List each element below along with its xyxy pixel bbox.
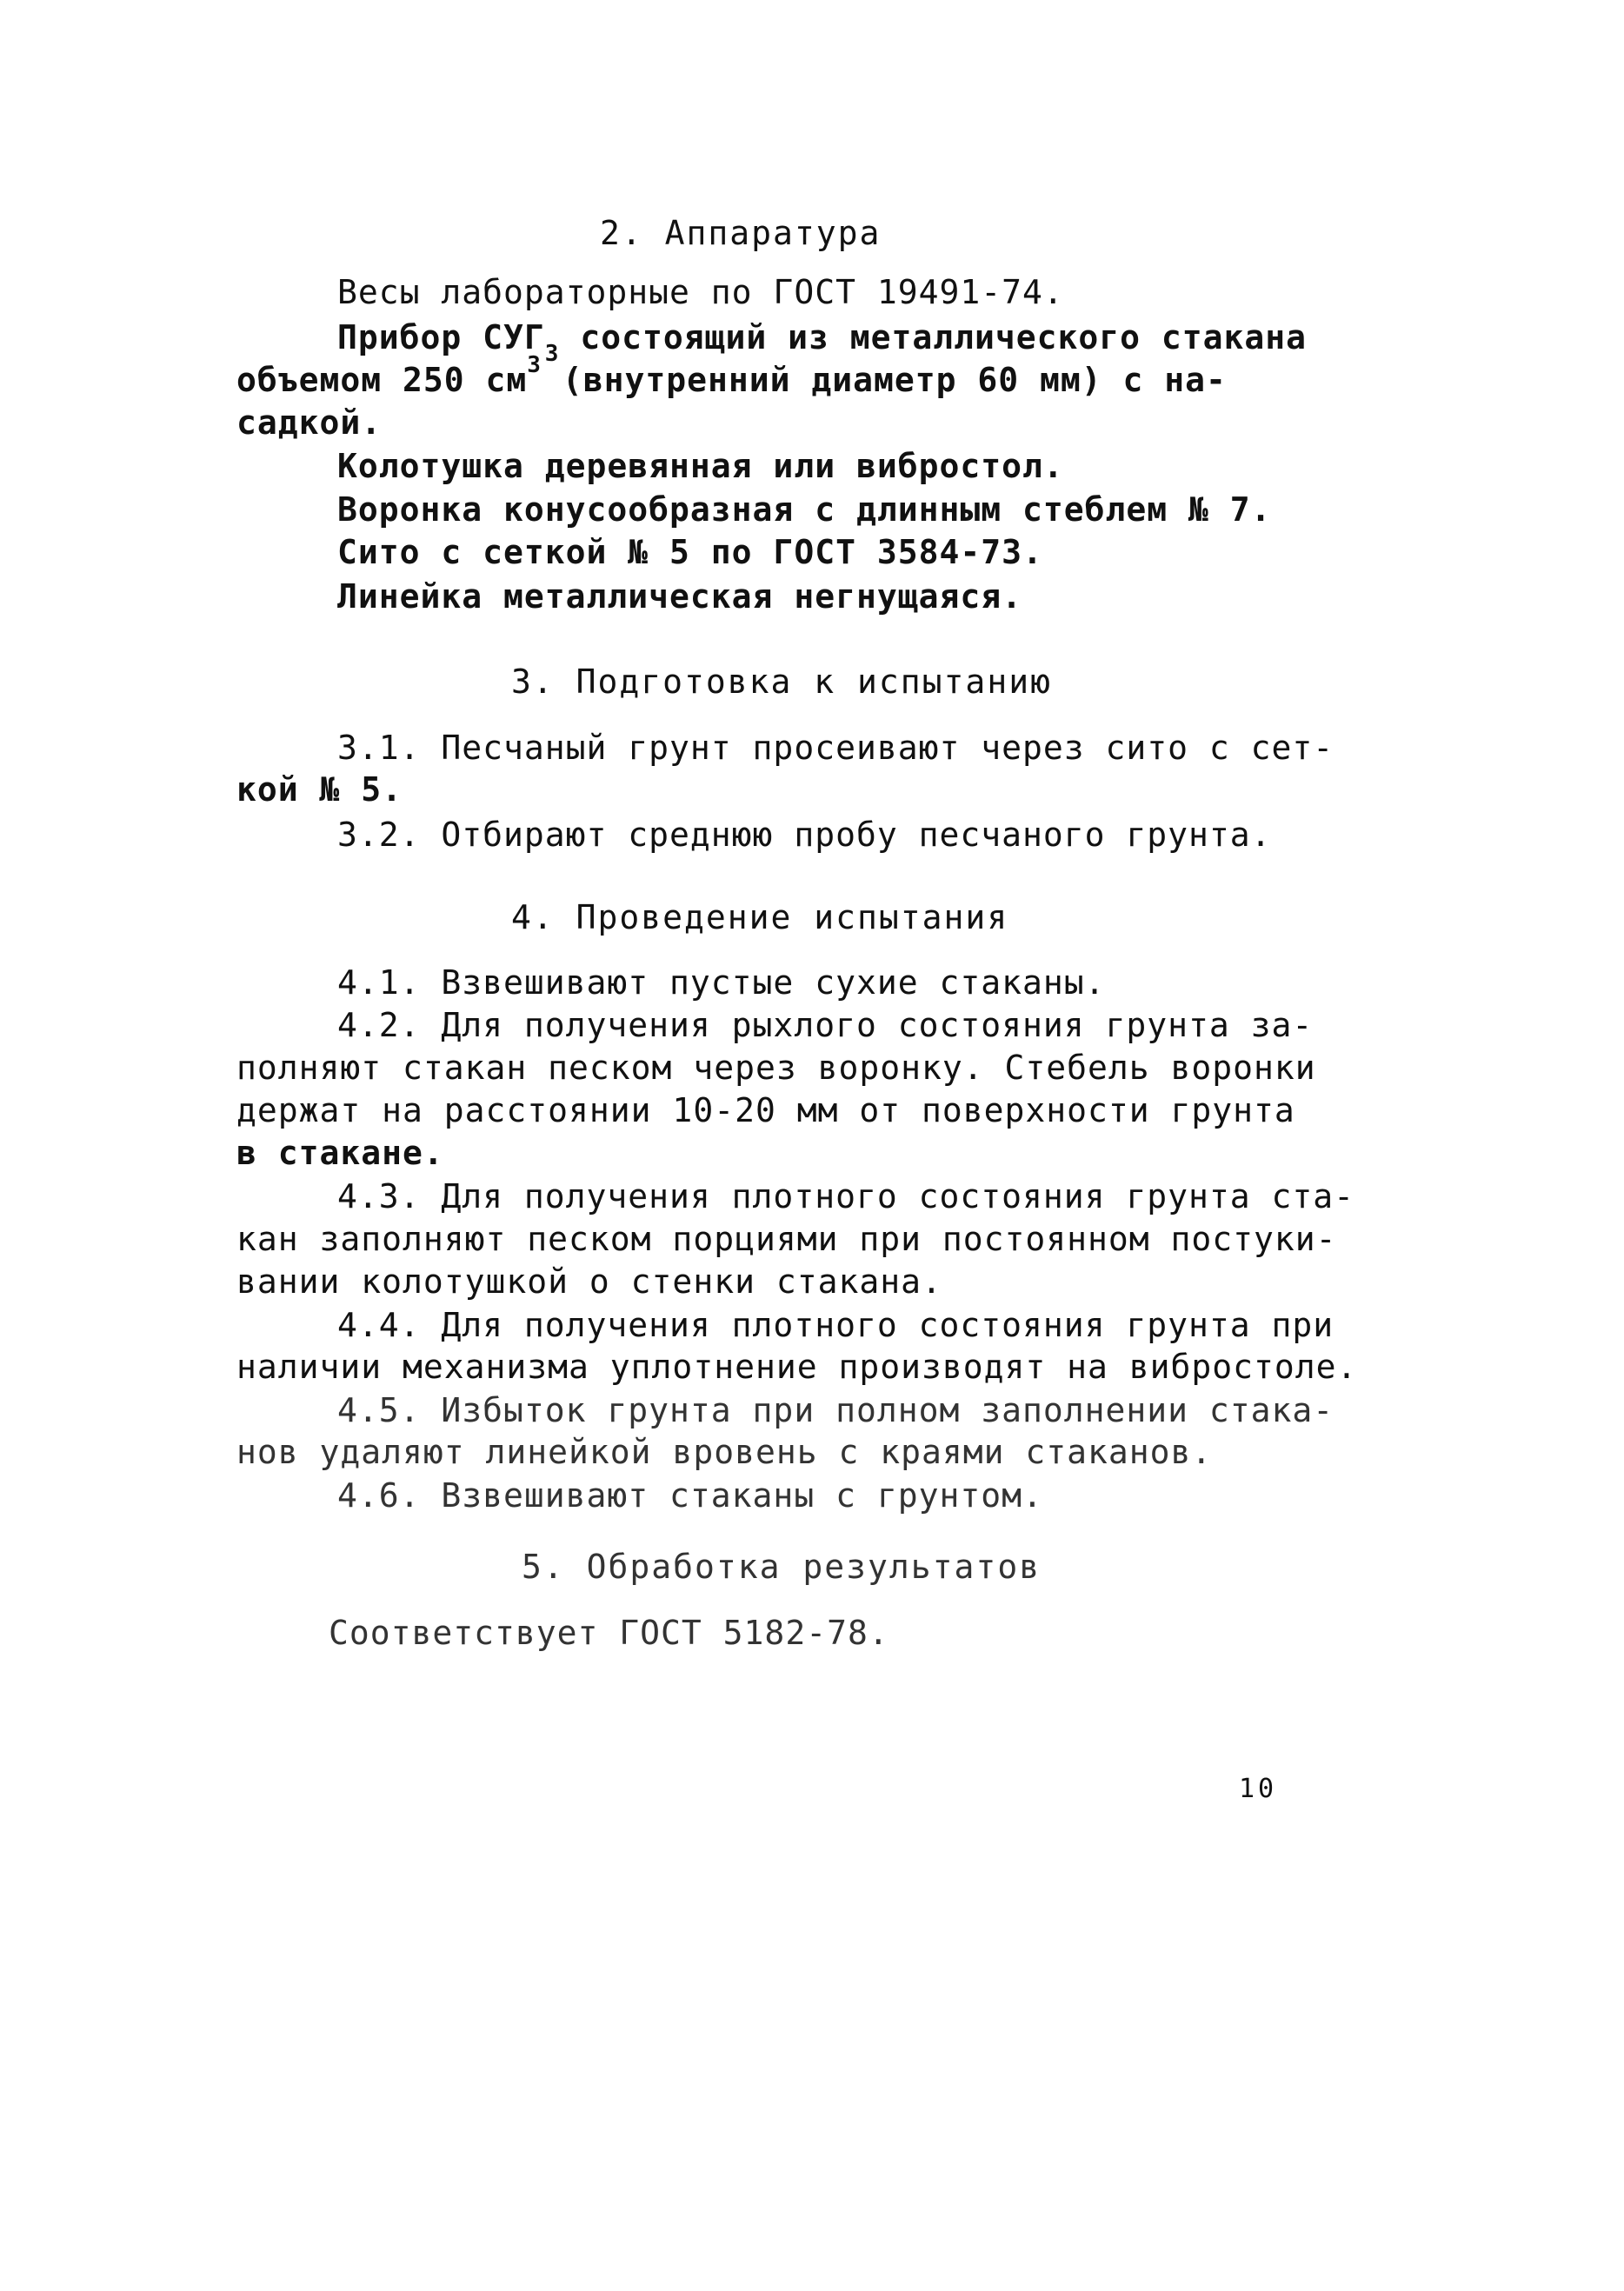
apparatus-line-5: Колотушка деревянная или вибростол. xyxy=(337,447,1064,485)
apparatus-line-2-text: Прибор СУГ xyxy=(337,318,545,356)
testing-line-12: нов удаляют линейкой вровень с краями стаканов. xyxy=(236,1433,1213,1471)
apparatus-line-7: Сито с сеткой № 5 по ГОСТ 3584-73. xyxy=(337,533,1043,571)
section-heading-preparation: 3. Подготовка к испытанию xyxy=(511,663,1052,701)
section-heading-testing: 4. Проведение испытания xyxy=(511,898,1009,936)
preparation-line-2: кой № 5. xyxy=(236,770,403,809)
apparatus-line-3-superscript: 3 xyxy=(527,352,542,378)
testing-line-2: 4.2. Для получения рыхлого состояния грунта за- xyxy=(337,1006,1314,1044)
page-number: 10 xyxy=(1239,1774,1278,1804)
apparatus-line-1: Весы лабораторные по ГОСТ 19491-74. xyxy=(337,273,1064,311)
apparatus-line-2-rest: состоящий из металлического стакана xyxy=(559,318,1308,356)
testing-line-10: наличии механизма уплотнение производят на вибростоле. xyxy=(236,1348,1358,1386)
testing-line-5: в стакане. xyxy=(236,1134,444,1172)
testing-line-3: полняют стакан песком через воронку. Стебель воронки xyxy=(236,1049,1316,1087)
testing-line-6: 4.3. Для получения плотного состояния грунта ста- xyxy=(337,1177,1355,1215)
testing-line-9: 4.4. Для получения плотного состояния грунта при xyxy=(337,1306,1334,1344)
apparatus-line-3-rest: (внутренний диаметр 60 мм) с на- xyxy=(541,361,1227,399)
apparatus-line-4: садкой. xyxy=(236,403,383,442)
testing-line-8: вании колотушкой о стенки стакана. xyxy=(236,1262,942,1301)
section-heading-processing: 5. Обработка результатов xyxy=(522,1548,1042,1586)
apparatus-line-2-subscript: 3 xyxy=(544,341,560,367)
apparatus-line-8: Линейка металлическая негнущаяся. xyxy=(337,577,1022,616)
apparatus-line-6: Воронка конусообразная с длинным стеблем № 7. xyxy=(337,490,1272,529)
testing-line-13: 4.6. Взвешивают стаканы с грунтом. xyxy=(337,1476,1043,1515)
preparation-line-3: 3.2. Отбирают среднюю пробу песчаного грунта. xyxy=(337,816,1272,854)
preparation-line-1: 3.1. Песчаный грунт просеивают через сито с сет- xyxy=(337,729,1334,767)
section-heading-apparatus: 2. Аппаратура xyxy=(600,214,882,252)
testing-line-11: 4.5. Избыток грунта при полном заполнении стака- xyxy=(337,1391,1334,1429)
apparatus-line-2 xyxy=(337,316,1308,367)
testing-line-7: кан заполняют песком порциями при постоянном постуки- xyxy=(236,1220,1337,1258)
apparatus-line-3 xyxy=(236,352,1227,405)
testing-line-1: 4.1. Взвешивают пустые сухие стаканы. xyxy=(337,963,1106,1002)
processing-line-1: Соответствует ГОСТ 5182-78. xyxy=(329,1614,889,1652)
testing-line-4: держат на расстоянии 10-20 мм от поверхности грунта xyxy=(236,1091,1295,1129)
apparatus-line-3-text: объемом 250 см xyxy=(236,361,528,399)
